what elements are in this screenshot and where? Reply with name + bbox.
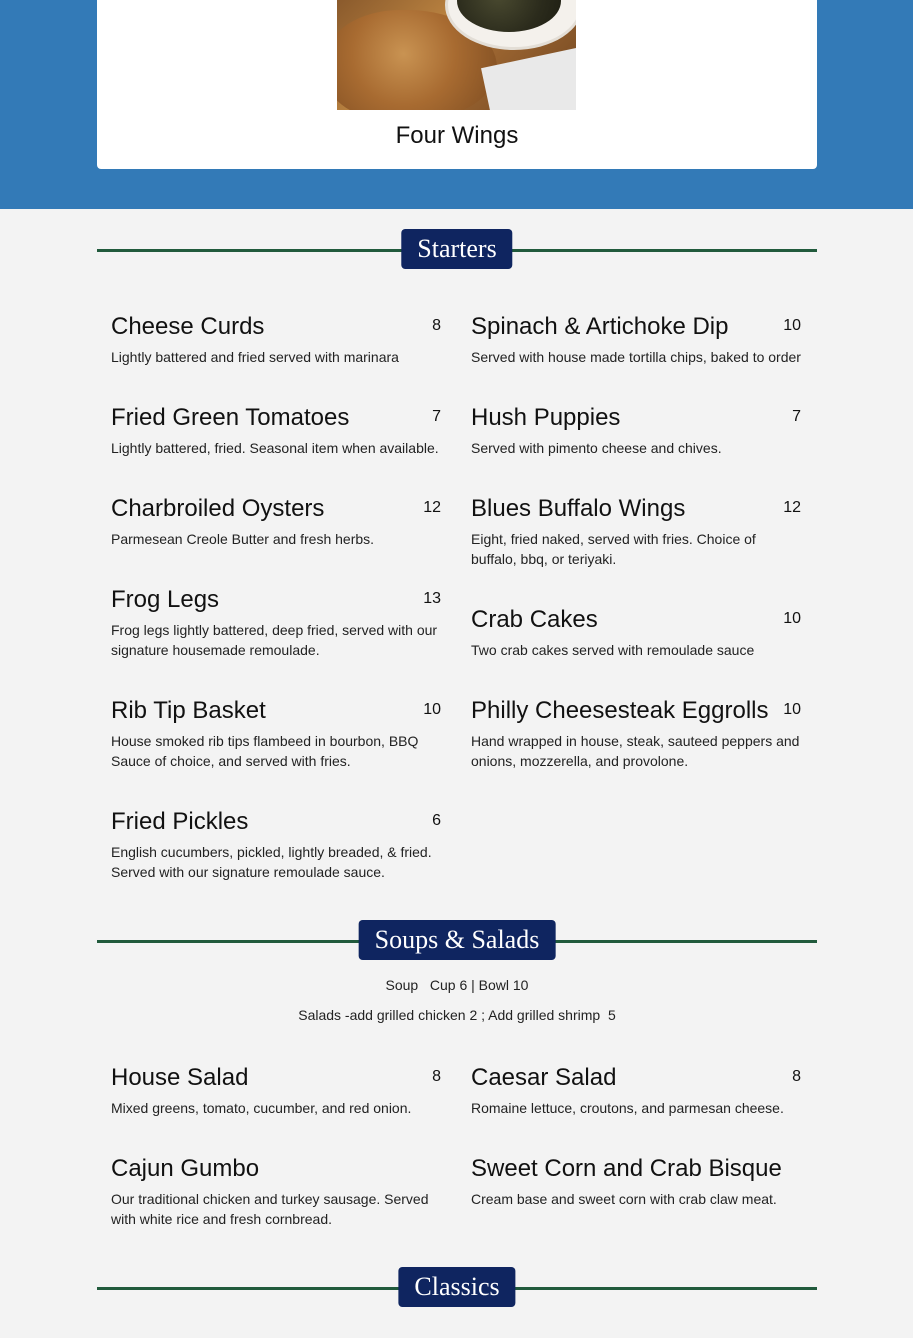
item-description: Hand wrapped in house, steak, sauteed peppers and onions, mozzerella, and provolone. bbox=[471, 733, 800, 769]
item-description: Parmesean Creole Butter and fresh herbs. bbox=[111, 531, 375, 547]
featured-item-caption: Four Wings bbox=[395, 122, 519, 149]
section-title: Classics bbox=[398, 1267, 515, 1307]
item-name: Fried Pickles bbox=[111, 808, 249, 835]
featured-item-card[interactable] bbox=[97, 0, 817, 169]
item-price: 13 bbox=[423, 590, 441, 607]
item-description: House smoked rib tips flambeed in bourbon, BBQ Sauce of choice, and served with fries. bbox=[111, 733, 419, 769]
item-description: Two crab cakes served with remoulade sauce bbox=[471, 642, 755, 658]
item-price: 10 bbox=[783, 610, 801, 627]
item-description: Served with pimento cheese and chives. bbox=[471, 440, 722, 456]
item-description: Mixed greens, tomato, cucumber, and red onion. bbox=[111, 1100, 412, 1116]
item-name: Frog Legs bbox=[111, 586, 220, 613]
salad-addons-note: Salads -add grilled chicken 2 ; Add grilled shrimp 5 bbox=[298, 1007, 616, 1023]
item-name: Spinach & Artichoke Dip bbox=[471, 313, 729, 340]
section-header-soups-salads bbox=[97, 920, 817, 960]
item-description: Lightly battered, fried. Seasonal item when available. bbox=[111, 440, 439, 456]
item-price: 10 bbox=[783, 317, 801, 334]
item-description: Our traditional chicken and turkey sausage. Served with white rice and fresh cornbread. bbox=[111, 1191, 429, 1227]
food-photo bbox=[337, 0, 576, 110]
section-header-starters bbox=[97, 229, 817, 269]
item-description: Lightly battered and fried served with marinara bbox=[111, 349, 399, 365]
item-name: Philly Cheesesteak Eggrolls bbox=[471, 697, 769, 724]
item-price: 10 bbox=[783, 701, 801, 718]
item-name: Hush Puppies bbox=[471, 404, 621, 431]
item-description: Eight, fried naked, served with fries. Choice of buffalo, bbq, or teriyaki. bbox=[471, 531, 756, 567]
item-name: Caesar Salad bbox=[471, 1064, 617, 1091]
item-name: Fried Green Tomatoes bbox=[111, 404, 350, 431]
item-price: 8 bbox=[792, 1068, 801, 1085]
item-description: Romaine lettuce, croutons, and parmesan cheese. bbox=[471, 1100, 784, 1116]
soup-pricing-note: Soup Cup 6 | Bowl 10 bbox=[385, 977, 529, 993]
item-name: Rib Tip Basket bbox=[111, 697, 266, 724]
hero-banner bbox=[0, 0, 913, 209]
item-name: Crab Cakes bbox=[471, 606, 598, 633]
item-description: Served with house made tortilla chips, baked to order bbox=[471, 349, 801, 365]
item-price: 7 bbox=[432, 408, 441, 425]
section-title: Soups & Salads bbox=[359, 920, 556, 960]
item-name: Cheese Curds bbox=[111, 313, 265, 340]
item-name: Charbroiled Oysters bbox=[111, 495, 325, 522]
item-price: 7 bbox=[792, 408, 801, 425]
item-name: Sweet Corn and Crab Bisque bbox=[471, 1155, 782, 1182]
item-description: Frog legs lightly battered, deep fried, served with our signature housemade remoulade. bbox=[111, 622, 438, 658]
section-header-classics bbox=[97, 1267, 817, 1307]
section-title: Starters bbox=[401, 229, 512, 269]
item-description: English cucumbers, pickled, lightly breaded, & fried. Served with our signature remoulade sauce. bbox=[111, 844, 432, 880]
item-name: Cajun Gumbo bbox=[111, 1155, 260, 1182]
item-name: House Salad bbox=[111, 1064, 249, 1091]
item-price: 12 bbox=[423, 499, 441, 516]
item-price: 8 bbox=[432, 317, 441, 334]
item-description: Cream base and sweet corn with crab claw meat. bbox=[471, 1191, 777, 1207]
item-price: 10 bbox=[423, 701, 441, 718]
item-price: 6 bbox=[432, 812, 441, 829]
item-name: Blues Buffalo Wings bbox=[471, 495, 686, 522]
item-price: 12 bbox=[783, 499, 801, 516]
item-price: 8 bbox=[432, 1068, 441, 1085]
